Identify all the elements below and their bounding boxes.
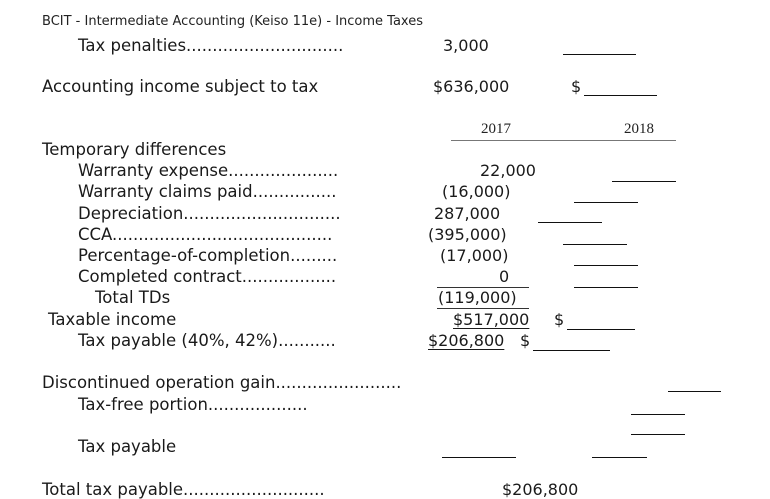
year-heading-rule [451, 140, 676, 141]
tax-penalties-value: 3,000 [443, 36, 489, 55]
tax-payable-blank-2017[interactable] [442, 457, 516, 458]
accounting-income-label: Accounting income subject to tax [42, 77, 319, 96]
tax-payable-rate-label: Tax payable (40%, 42%)........... [78, 331, 336, 350]
taxable-income-blank-2018[interactable] [567, 329, 635, 330]
total-tax-payable-label: Total tax payable........................... [42, 480, 325, 499]
accounting-income-dollar-2018: $ [571, 77, 582, 96]
total-tax-payable-value: $206,800 [502, 480, 579, 499]
tax-payable-rate-blank-2018[interactable] [533, 350, 610, 351]
taxable-income-dollar-2018: $ [554, 310, 565, 329]
warranty-expense-value: 22,000 [480, 161, 536, 180]
cca-label: CCA.......................................... [78, 225, 333, 244]
warranty-expense-blank-2018[interactable] [612, 181, 676, 182]
year-2018-heading: 2018 [624, 121, 654, 137]
percentage-of-completion-value: (17,000) [440, 246, 509, 265]
tax-free-portion-label: Tax-free portion................... [78, 395, 308, 414]
cca-blank-2018[interactable] [563, 244, 627, 245]
warranty-claims-blank-2018[interactable] [574, 202, 638, 203]
depreciation-label: Depreciation.............................. [78, 204, 341, 223]
discontinued-gain-blank[interactable] [668, 391, 721, 392]
tax-penalties-blank-2018[interactable] [563, 54, 636, 55]
cca-value: (395,000) [428, 225, 507, 244]
accounting-income-value: $636,000 [433, 77, 510, 96]
document-header: BCIT - Intermediate Accounting (Keiso 11e) - Income Taxes [42, 14, 423, 29]
percentage-of-completion-label: Percentage-of-completion......... [78, 246, 338, 265]
temporary-differences-label: Temporary differences [42, 140, 227, 159]
tax-free-portion-blank[interactable] [631, 414, 685, 415]
total-tds-value: (119,000) [438, 288, 517, 307]
depreciation-blank-2018[interactable] [538, 222, 602, 223]
warranty-expense-label: Warranty expense..................... [78, 161, 339, 180]
total-tds-rule [437, 308, 529, 309]
tax-payable-label: Tax payable [78, 437, 177, 456]
taxable-income-label: Taxable income [48, 310, 177, 329]
accounting-income-blank-2018[interactable] [584, 95, 657, 96]
completed-contract-blank-2018[interactable] [574, 287, 638, 288]
tax-payable-rate-value: $206,800 [428, 331, 505, 350]
tax-payable-blank-2018[interactable] [592, 457, 647, 458]
year-2017-heading: 2017 [481, 121, 511, 137]
percentage-of-completion-blank-2018[interactable] [574, 265, 638, 266]
taxable-portion-blank[interactable] [631, 434, 685, 435]
discontinued-gain-label: Discontinued operation gain........................ [42, 373, 402, 392]
tax-payable-rate-dollar-2018: $ [520, 331, 531, 350]
completed-contract-value: 0 [499, 267, 510, 286]
total-tds-label: Total TDs [95, 288, 171, 307]
tax-penalties-label: Tax penalties.............................. [78, 36, 344, 55]
warranty-claims-value: (16,000) [442, 182, 511, 201]
depreciation-value: 287,000 [434, 204, 501, 223]
warranty-claims-label: Warranty claims paid................ [78, 182, 337, 201]
completed-contract-label: Completed contract.................. [78, 267, 337, 286]
taxable-income-value: $517,000 [453, 310, 530, 329]
